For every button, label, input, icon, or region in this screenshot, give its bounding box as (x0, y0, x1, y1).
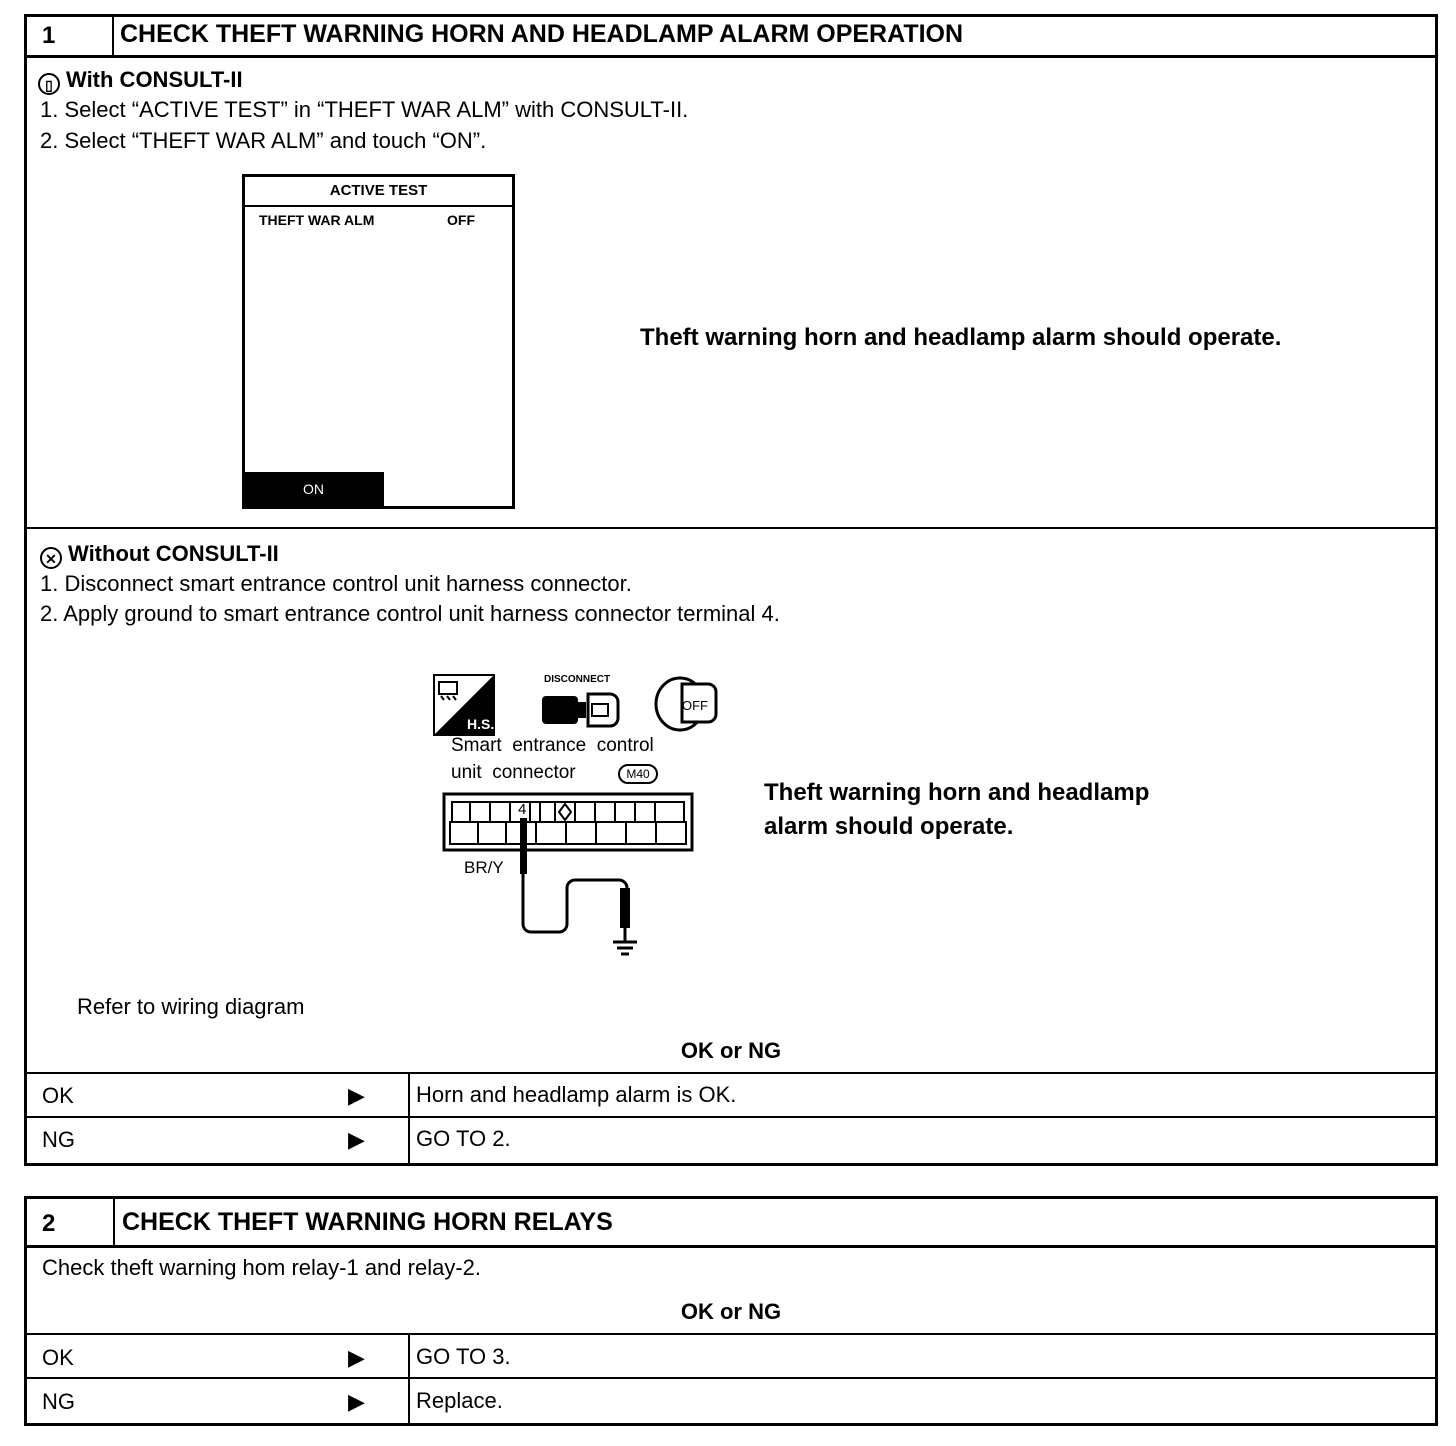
step1-header-divider (24, 55, 1438, 58)
step1-title: CHECK THEFT WARNING HORN AND HEADLAMP ALARM OPERATION (120, 20, 964, 48)
connector-label-line1: Smart entrance control (451, 735, 654, 756)
step1-ng-action: GO TO 2. (416, 1126, 511, 1151)
screen-item-value: OFF (447, 212, 475, 228)
without-result-line2: alarm should operate. (764, 813, 1014, 840)
step1-ng-label: NG (42, 1127, 75, 1152)
crossed-circle-icon: ✕ (40, 547, 62, 569)
step1-results-top-divider (24, 1072, 1438, 1074)
connector-disconnect-icon (540, 688, 622, 732)
without-result-line1: Theft warning horn and headlamp (764, 779, 1150, 806)
connector-id-badge (618, 764, 658, 784)
without-consult-header (40, 541, 279, 569)
step1-results-mid-divider (24, 1116, 1438, 1118)
step2-ng-action: Replace. (416, 1388, 503, 1413)
refer-wiring-diagram: Refer to wiring diagram (77, 994, 305, 1019)
disconnect-label: DISCONNECT (544, 674, 611, 685)
screen-on-label: ON (303, 481, 324, 497)
screen-title: ACTIVE TEST (329, 182, 428, 199)
without-consult-header-text: Without CONSULT-II (68, 541, 279, 566)
connector-label-line2: unit connector (451, 762, 576, 783)
without-step-2: 2. Apply ground to smart entrance control unit harness connector terminal 4. (40, 601, 780, 626)
step2-ok-ng-title: OK or NG (680, 1299, 782, 1324)
method-divider (24, 527, 1438, 529)
off-label: OFF (682, 698, 708, 713)
hs-label: H.S. (467, 716, 495, 732)
step2-title: CHECK THEFT WARNING HORN RELAYS (122, 1208, 613, 1236)
hazard-symbol-icon (433, 674, 495, 736)
screen-item-label: THEFT WAR ALM (259, 212, 375, 228)
step1-number: 1 (42, 22, 56, 49)
screen-on-button[interactable] (245, 472, 382, 506)
step1-ok-ng-title: OK or NG (680, 1038, 782, 1063)
screen-title-divider (245, 205, 512, 207)
step2-ok-label: OK (42, 1345, 74, 1370)
ignition-key-off-icon (652, 674, 720, 734)
with-step-2: 2. Select “THEFT WAR ALM” and touch “ON”. (40, 128, 487, 153)
step2-ok-action: GO TO 3. (416, 1344, 511, 1369)
connector-id: M40 (626, 767, 650, 781)
without-step-1: 1. Disconnect smart entrance control unit harness connector. (40, 571, 632, 596)
with-step-1: 1. Select “ACTIVE TEST” in “THEFT WAR ALM” with CONSULT-II. (40, 97, 689, 122)
step2-ng-label: NG (42, 1389, 75, 1414)
right-triangle-arrow-icon: ▶ (348, 1345, 365, 1370)
step2-header-divider (24, 1245, 1438, 1248)
terminal-number: 4 (518, 801, 527, 818)
screen-blank-button[interactable] (382, 472, 512, 506)
step2-results-col-divider (408, 1333, 410, 1424)
right-triangle-arrow-icon: ▶ (348, 1127, 365, 1152)
step2-number: 2 (42, 1210, 56, 1237)
with-consult-header-text: With CONSULT-II (66, 67, 243, 92)
step1-ok-label: OK (42, 1083, 74, 1108)
step1-number-divider (112, 14, 114, 56)
consult-tester-icon: ▯ (38, 73, 60, 95)
right-triangle-arrow-icon: ▶ (348, 1083, 365, 1108)
step2-number-divider (113, 1196, 115, 1246)
step1-ok-action: Horn and headlamp alarm is OK. (416, 1082, 737, 1107)
wire-color-label: BR/Y (464, 858, 504, 877)
step1-results-col-divider (408, 1072, 410, 1164)
right-triangle-arrow-icon: ▶ (348, 1389, 365, 1414)
with-result-text: Theft warning horn and headlamp alarm should operate. (640, 324, 1282, 351)
with-consult-header (38, 67, 243, 95)
step2-instruction: Check theft warning hom relay-1 and relay-2. (42, 1255, 481, 1280)
step2-results-top-divider (24, 1333, 1438, 1335)
step2-results-mid-divider (24, 1377, 1438, 1379)
consult-screen (242, 174, 515, 509)
